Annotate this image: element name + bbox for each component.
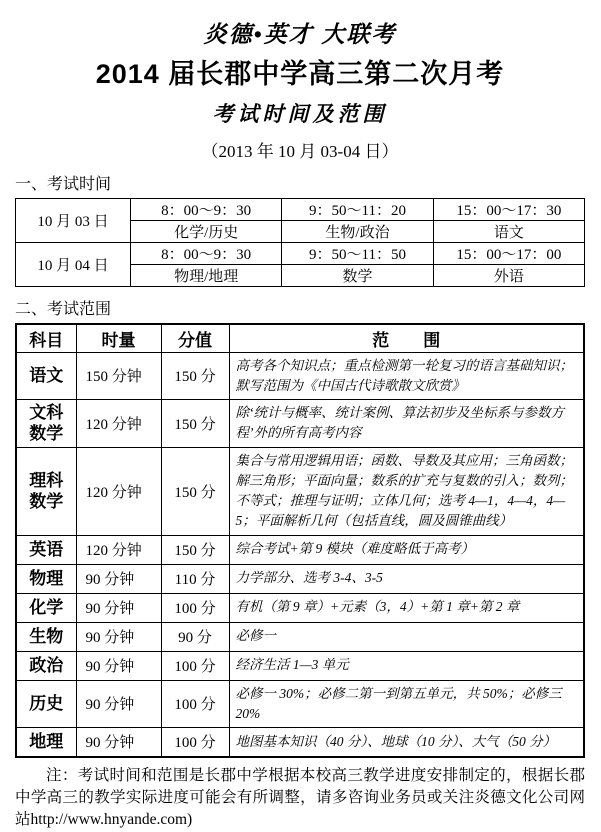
exam-date-line: （2013 年 10 月 03-04 日） xyxy=(201,142,399,161)
table-row xyxy=(16,651,584,680)
duration-cell: 90 分钟 xyxy=(76,564,161,593)
subject-cell: 外语 xyxy=(433,265,584,287)
duration-cell: 90 分钟 xyxy=(76,680,161,728)
table-row xyxy=(16,447,584,535)
time-slot-cell: 15：00～17：00 xyxy=(433,243,584,265)
column-header-subject: 科目 xyxy=(16,324,76,352)
subject-cell: 化学/历史 xyxy=(131,221,282,243)
scope-cell: 必修一 xyxy=(229,622,584,651)
subject-name-cell: 英语 xyxy=(16,535,76,564)
duration-cell: 120 分钟 xyxy=(76,447,161,535)
page-title: 2014 届长郡中学高三第二次月考 xyxy=(95,59,505,89)
score-cell: 150 分 xyxy=(161,400,229,448)
time-slot-cell: 8：00～9：30 xyxy=(131,243,282,265)
section-heading-exam-scope: 二、考试范围 xyxy=(15,301,112,318)
score-cell: 110 分 xyxy=(161,564,229,593)
scope-cell: 集合与常用逻辑用语；函数、导数及其应用；三角函数；解三角形；平面向量；数系的扩充与复数的引入；数列；不等式；推理与证明；立体几何；选考 4—1，4—4，4—5；平面解析几何（包括直线，圆及圆锥曲线） xyxy=(229,447,584,535)
scope-cell: 力学部分、选考 3-4、3-5 xyxy=(229,564,584,593)
duration-cell: 90 分钟 xyxy=(76,651,161,680)
score-cell: 90 分 xyxy=(161,622,229,651)
table-row xyxy=(16,243,585,265)
subject-cell: 语文 xyxy=(433,221,584,243)
score-cell: 100 分 xyxy=(161,728,229,757)
subject-name-cell: 地理 xyxy=(16,728,76,757)
scope-cell: 高考各个知识点；重点检测第一轮复习的语言基础知识；默写范围为《中国古代诗歌散文欣赏》 xyxy=(229,352,584,400)
table-row xyxy=(16,593,584,622)
score-cell: 100 分 xyxy=(161,593,229,622)
score-cell: 100 分 xyxy=(161,680,229,728)
table-row xyxy=(16,622,584,651)
table-row xyxy=(16,352,584,400)
duration-cell: 150 分钟 xyxy=(76,352,161,400)
subject-cell: 生物/政治 xyxy=(282,221,433,243)
scope-cell: 经济生活 1—3 单元 xyxy=(229,651,584,680)
brand-title: 炎德•英才 大联考 xyxy=(203,22,397,47)
duration-cell: 120 分钟 xyxy=(76,535,161,564)
subject-name-cell: 化学 xyxy=(16,593,76,622)
subject-cell: 物理/地理 xyxy=(131,265,282,287)
table-row xyxy=(16,680,584,728)
exam-time-table xyxy=(15,198,585,287)
scope-cell: 除‘统计与概率、统计案例、算法初步及坐标系与参数方程’外的所有高考内容 xyxy=(229,400,584,448)
score-cell: 100 分 xyxy=(161,651,229,680)
scope-cell: 有机（第 9 章）+元素（3，4）+第 1 章+第 2 章 xyxy=(229,593,584,622)
subject-name-cell: 生物 xyxy=(16,622,76,651)
table-row xyxy=(16,564,584,593)
subject-name-cell: 文科数学 xyxy=(16,400,76,448)
column-header-duration: 时量 xyxy=(76,324,161,352)
scope-cell: 综合考试+第 9 模块（难度略低于高考） xyxy=(229,535,584,564)
table-row xyxy=(16,535,584,564)
time-slot-cell: 15：00～17：30 xyxy=(433,199,584,221)
column-header-scope: 范 围 xyxy=(229,324,584,352)
subject-name-cell: 历史 xyxy=(16,680,76,728)
exam-scope-table xyxy=(15,323,585,758)
table-header-row xyxy=(16,324,584,352)
score-cell: 150 分 xyxy=(161,352,229,400)
score-cell: 150 分 xyxy=(161,447,229,535)
document-header xyxy=(15,16,585,162)
score-cell: 150 分 xyxy=(161,535,229,564)
subject-name-cell: 物理 xyxy=(16,564,76,593)
time-slot-cell: 9：50～11：50 xyxy=(282,243,433,265)
column-header-score: 分值 xyxy=(161,324,229,352)
exam-date-cell: 10 月 04 日 xyxy=(16,243,131,287)
scope-cell: 必修一 30%；必修二第一到第五单元，共 50%；必修三 20% xyxy=(229,680,584,728)
time-slot-cell: 8：00～9：30 xyxy=(131,199,282,221)
table-row xyxy=(16,400,584,448)
subject-name-cell: 语文 xyxy=(16,352,76,400)
footnote: 注：考试时间和范围是长郡中学根据本校高三教学进度安排制定的，根据长郡中学高三的教学实际进度可能会有所调整，请多咨询业务员或关注炎德文化公司网站http://www.hnyande.com) xyxy=(15,766,585,829)
duration-cell: 90 分钟 xyxy=(76,593,161,622)
table-row xyxy=(16,199,585,221)
time-slot-cell: 9：50～11：20 xyxy=(282,199,433,221)
duration-cell: 90 分钟 xyxy=(76,622,161,651)
duration-cell: 90 分钟 xyxy=(76,728,161,757)
exam-date-cell: 10 月 03 日 xyxy=(16,199,131,243)
table-row xyxy=(16,728,584,757)
duration-cell: 120 分钟 xyxy=(76,400,161,448)
subject-cell: 数学 xyxy=(282,265,433,287)
scope-cell: 地图基本知识（40 分）、地球（10 分）、大气（50 分） xyxy=(229,728,584,757)
page-subtitle: 考试时间及范围 xyxy=(212,102,388,126)
subject-name-cell: 政治 xyxy=(16,651,76,680)
subject-name-cell: 理科数学 xyxy=(16,447,76,535)
section-heading-exam-time: 一、考试时间 xyxy=(15,176,112,193)
